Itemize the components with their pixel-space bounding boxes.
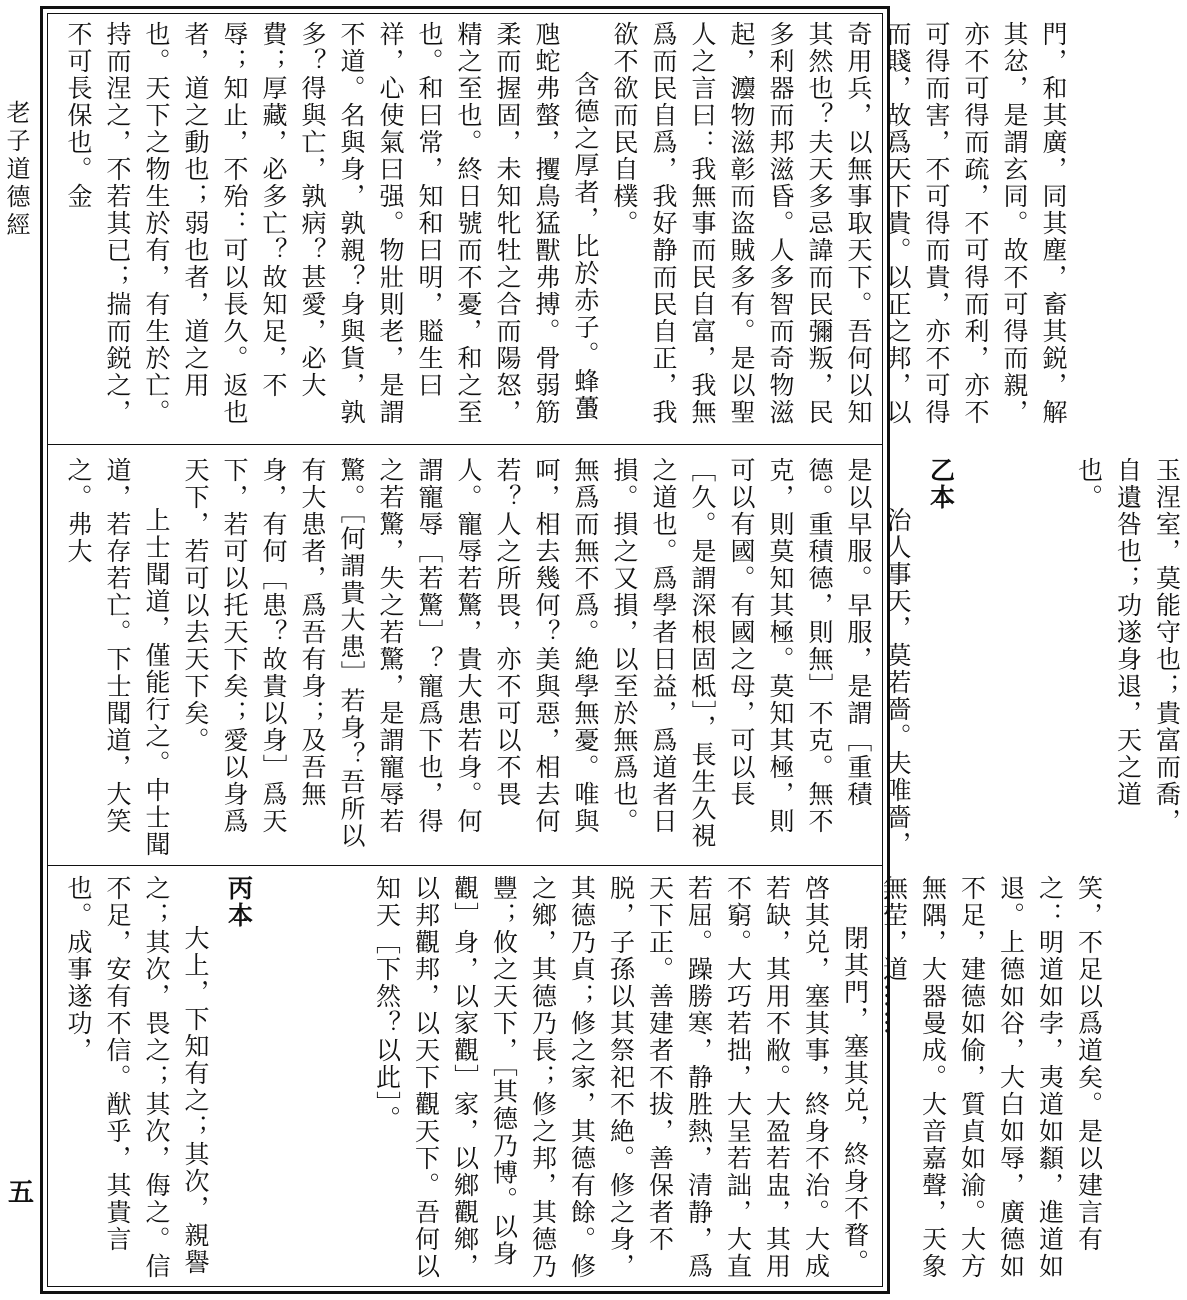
paragraph: 治人事天，莫若嗇。夫唯嗇，是以早服。早服，是謂［重積德。重積德，則無］不克。無不克，則莫知其極。莫知其極，則可以有國。有國之母，可以長［久。是謂深根固柢］，長生久視之道也。爲學者日益，爲道者日損。損之又損，以至於無爲也。無爲而無不爲。絶學無憂。唯與呵，相去幾何？美與惡，相去何若？人之所畏，亦不可以不畏人。寵辱若驚，貴大患若身。何謂寵辱［若驚］？寵爲下也，得之若驚，失之若驚，是謂寵辱若驚。［何謂貴大患］若身？吾所以有大患者，爲吾有身；及吾無身，有何［患？故貴以身］爲天下，若可以托天下矣；愛以身爲天下，若可以去天下矣。 <box>181 457 912 858</box>
paragraph: 玉涅室，莫能守也；貴富而喬，自遺咎也；功遂身退，天之道也。 <box>1074 457 1182 835</box>
section-heading-bing-ben: 丙本 <box>224 875 254 929</box>
section-heading-yi-ben: 乙本 <box>926 457 956 511</box>
paragraph: 含德之厚者，比於赤子。蜂蠆虺蛇弗螫，攫鳥猛獸弗搏。骨弱筋柔而握固，未知牝牡之合而陽怒，精之至也。終日號而不憂，和之至也。和曰常，知和曰明，賹生曰祥，心使氣曰强。物壯則老，是謂不道。名與身，孰親？身與貨，孰多？得與亡，孰病？甚愛，必大費；厚藏，必多亡？故知足，不辱；知止，不殆：可以長久。返也者，道之動也；弱也者，道之用也。天下之物生於有，有生於亡。持而涅之，不若其已；揣而鋭之，不可長保也。金 <box>64 21 600 426</box>
paragraph: 閉其門，塞其兑，終身不瞀。啓其兑，塞其事，終身不治。大成若缺，其用不敝。大盈若盅，其用不窮。大巧若拙，大呈若詘，大直若屈。躁勝寒，静胜熱，清静，爲天下正。善建者不拔，善保者不脱，子孫以其祭祀不絶。修之身，其德乃貞；修之家，其德有餘。修之鄉，其德乃長；修之邦，其德乃豐；攸之天下，［其德乃博。以身觀］身，以家觀］家，以鄉觀鄉，以邦觀邦，以天下觀天下。吾何以知天［下然？以此］。 <box>372 875 870 1280</box>
paragraph: 門，和其廣，同其塵，畜其鋭，解其忿，是謂玄同。故不可得而親，亦不可得而疏，不可得而利，亦不可得而害，不可得而貴，亦不可得而賤，故爲天下貴。以正之邦，以奇用兵，以無事取天下。吾何以知其然也？夫天多忌諱而民彌叛，民多利器而邦滋昏。人多智而奇物滋起，灋物滋彰而盗賊多有。是以聖人之言曰：我無事而民自富，我無爲而民自爲，我好静而民自正，我欲不欲而民自樸。 <box>610 21 1068 426</box>
paragraph: 上士聞道，僅能行之。中士聞道，若存若亡。下士聞道，大笑之。弗大 <box>64 457 171 858</box>
panel-divider <box>47 865 883 866</box>
panel-bottom <box>59 875 1104 1285</box>
panel-top <box>59 21 1068 441</box>
vertical-text <box>59 21 1073 441</box>
book-title: 老子道德經 <box>2 100 30 240</box>
paragraph: 大上，下知有之；其次，親譽之；其次，畏之；其次，侮之。信不足，安有不信。猷乎，其貴言也。成事遂功， <box>64 875 210 1280</box>
page-number: 五 <box>8 1178 35 1208</box>
paragraph: 笑，不足以爲道矣。是以建言有之：明道如孛，夷道如纇，進道如退。上德如谷，大白如辱，廣德如不足，建德如偷，質貞如渝。大方無隅，大器曼成。大音嘉聲，天象無茔，道…… <box>879 875 1104 1280</box>
vertical-text <box>59 457 1187 859</box>
text-frame <box>40 6 1182 1294</box>
panel-middle <box>59 457 1182 859</box>
vertical-text <box>59 875 1109 1285</box>
panel-divider <box>47 444 883 445</box>
